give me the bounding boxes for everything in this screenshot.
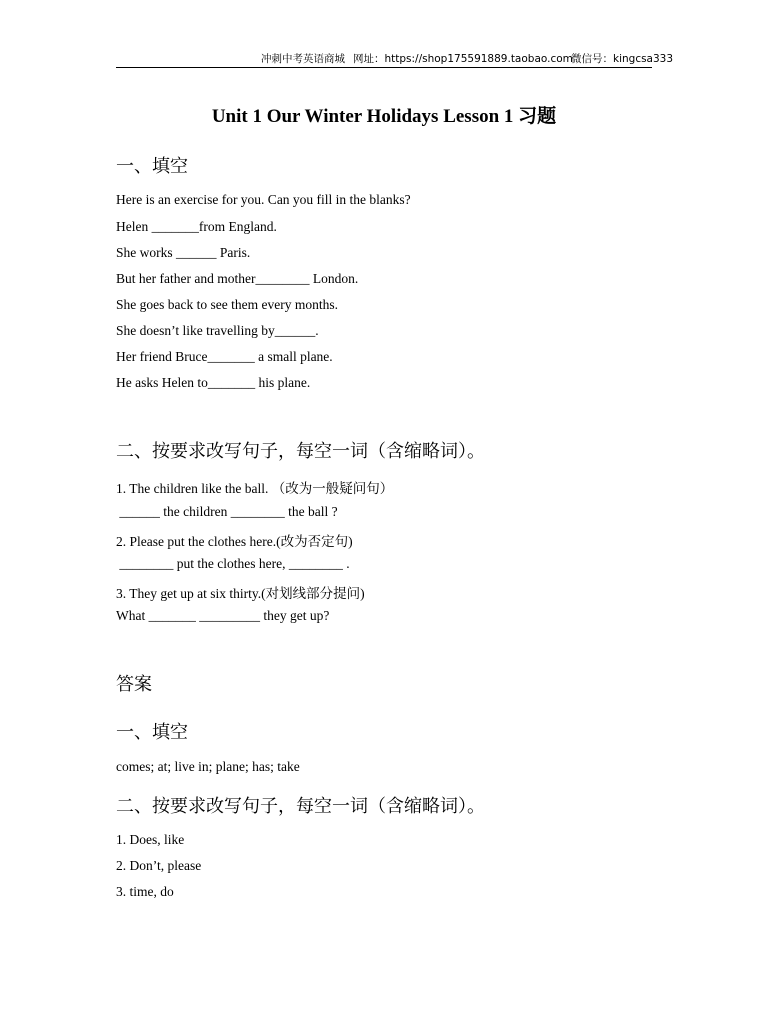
exercise-line: Here is an exercise for you. Can you fill in the blanks? xyxy=(116,192,411,207)
exercise-line: ________ put the clothes here, ________ . xyxy=(116,556,350,571)
section-heading-fill-blanks: 一、填空 xyxy=(116,156,188,177)
exercise-line: Her friend Bruce_______ a small plane. xyxy=(116,349,333,364)
answer-line: 1. Does, like xyxy=(116,832,185,847)
answers-section-heading-rewrite: 二、按要求改写句子，每空一词（含缩略词）。 xyxy=(116,796,485,817)
exercise-line: She goes back to see them every months. xyxy=(116,297,338,312)
header-shop-name: 冲刺中考英语商城 xyxy=(261,53,345,65)
page-header xyxy=(116,50,674,68)
answer-line: comes; at; live in; plane; has; take xyxy=(116,759,300,774)
header-wechat: 微信号：kingcsa333 xyxy=(571,53,674,65)
exercise-line: 1. The children like the ball. （改为一般疑问句） xyxy=(116,481,394,496)
document-title: Unit 1 Our Winter Holidays Lesson 1 习题 xyxy=(211,106,557,127)
exercise-line: Helen _______from England. xyxy=(116,219,277,234)
answers-section-heading-fill-blanks: 一、填空 xyxy=(116,722,188,743)
section-heading-rewrite: 二、按要求改写句子，每空一词（含缩略词）。 xyxy=(116,441,485,462)
exercise-line: What _______ _________ they get up? xyxy=(116,608,330,623)
answer-line: 3. time, do xyxy=(116,884,174,899)
answers-heading: 答案 xyxy=(116,674,152,695)
answer-line: 2. Don’t, please xyxy=(116,858,202,873)
exercise-line: 3. They get up at six thirty.(对划线部分提问) xyxy=(116,586,365,601)
exercise-line: 2. Please put the clothes here.(改为否定句) xyxy=(116,534,353,549)
exercise-line: But her father and mother________ London. xyxy=(116,271,359,286)
exercise-line: ______ the children ________ the ball ? xyxy=(116,504,338,519)
exercise-line: He asks Helen to_______ his plane. xyxy=(116,375,311,390)
exercise-line: She works ______ Paris. xyxy=(116,245,251,260)
exercise-line: She doesn’t like travelling by______. xyxy=(116,323,319,338)
header-shop-url: 网址：https://shop175591889.taobao.com xyxy=(353,53,573,65)
